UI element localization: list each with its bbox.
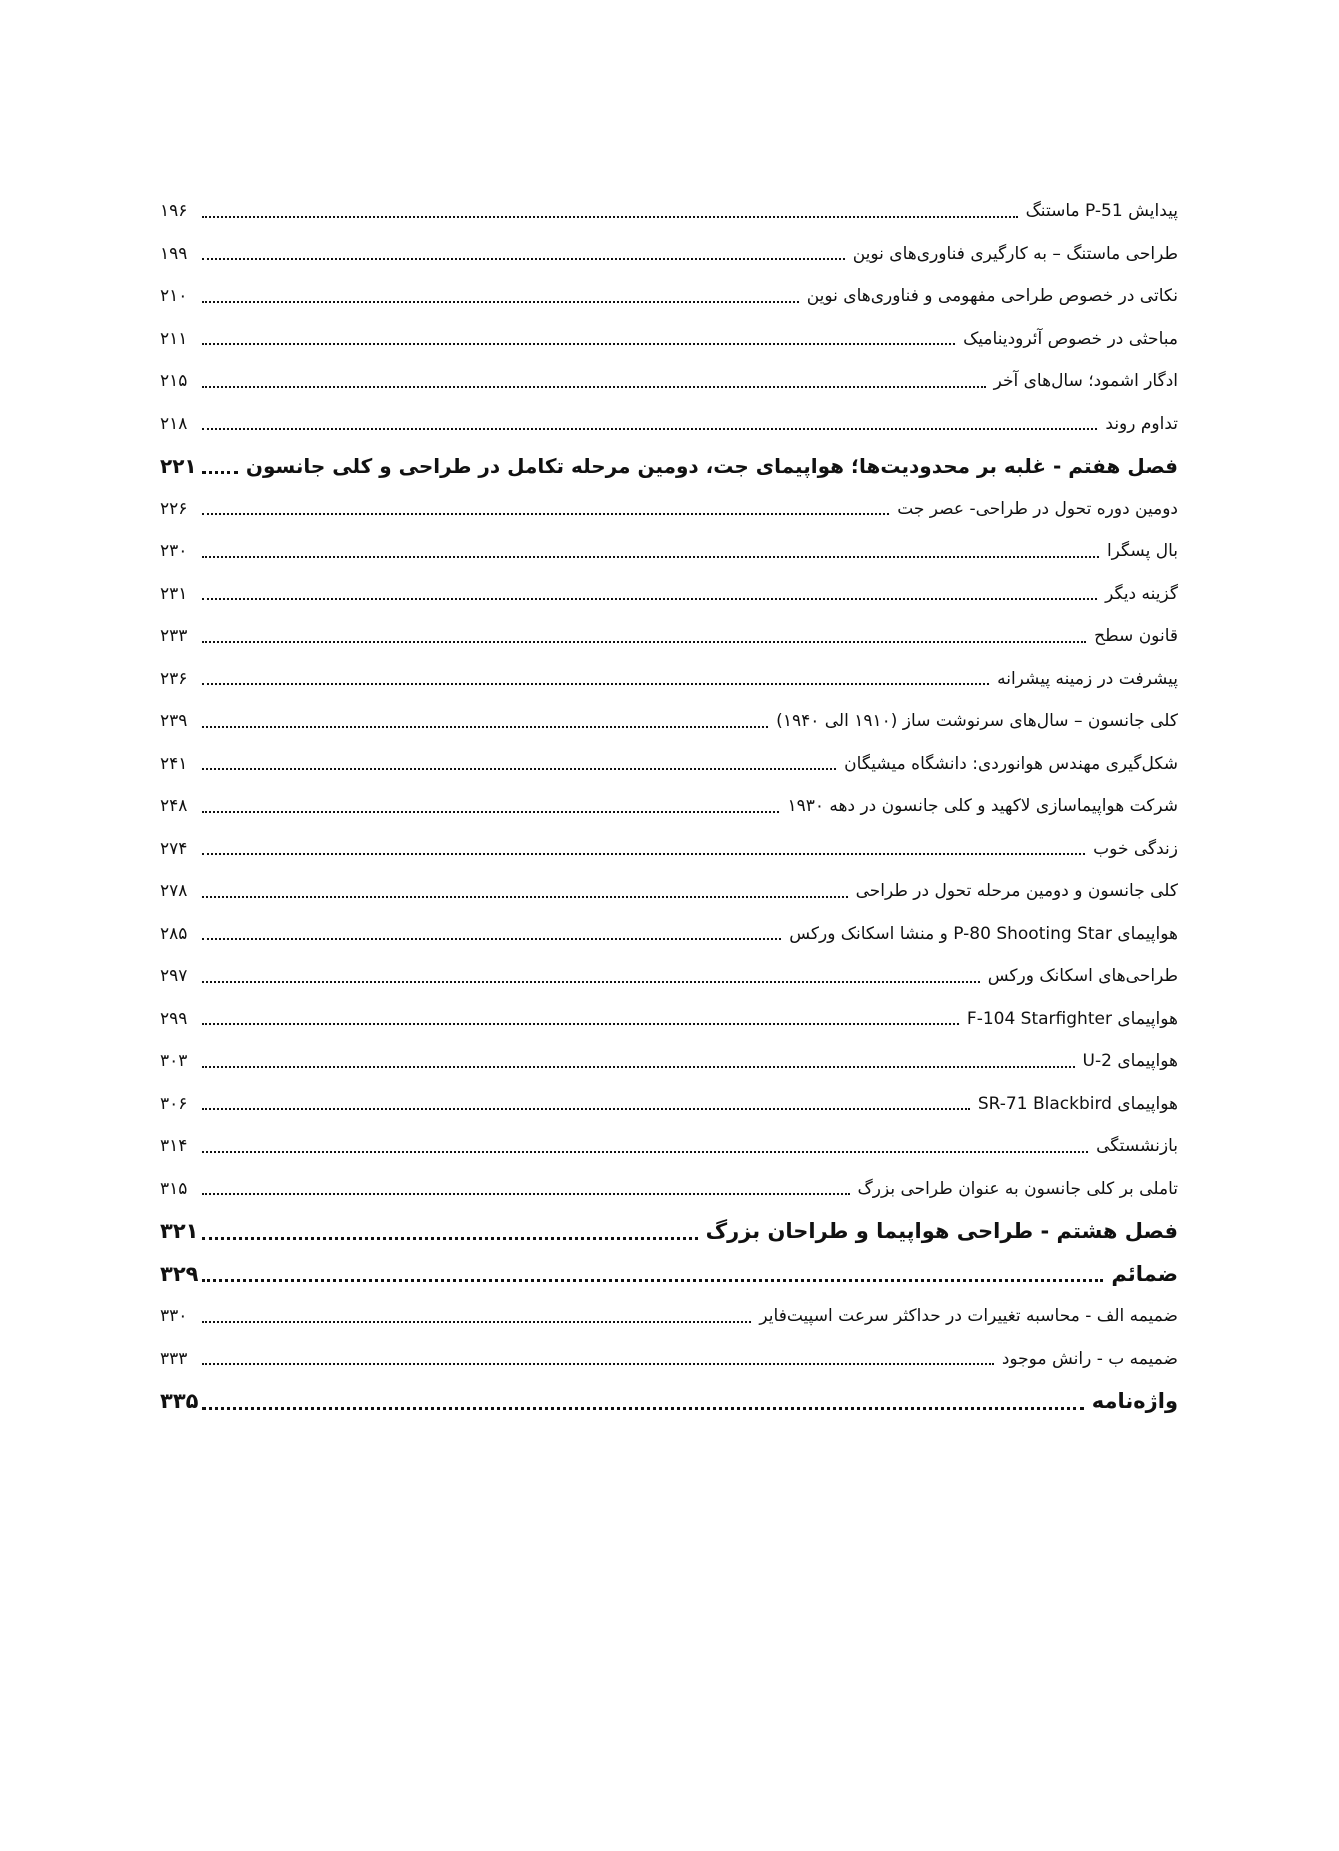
toc-page-number: ۳۲۱	[160, 1219, 199, 1243]
toc-page-number: ۱۹۶	[160, 201, 188, 221]
toc-entry-title: بازنشستگی	[1096, 1136, 1178, 1156]
dot-leader	[202, 925, 781, 942]
table-of-contents	[160, 190, 1178, 1423]
toc-entry[interactable]	[160, 488, 1178, 531]
toc-entry-title: هواپیمای SR-71 Blackbird	[977, 1093, 1178, 1114]
dot-leader	[202, 798, 779, 815]
toc-entry[interactable]	[160, 190, 1178, 233]
toc-entry[interactable]	[160, 1125, 1178, 1168]
toc-entry-title: طراحی ماستنگ – به کارگیری فناوری‌های نوین	[852, 243, 1178, 264]
toc-entry[interactable]	[160, 785, 1178, 828]
dot-leader	[202, 840, 1085, 857]
toc-page-number: ۲۳۱	[160, 583, 188, 604]
toc-page-number: ۲۱۰	[160, 286, 188, 306]
toc-page-number: ۲۴۸	[160, 796, 188, 816]
toc-page-number: ۲۲۶	[160, 498, 188, 519]
toc-page-number: ۱۹۹	[160, 243, 188, 264]
toc-entry-title: تاملی بر کلی جانسون به عنوان طراحی بزرگ	[857, 1178, 1178, 1199]
toc-entry[interactable]	[160, 1338, 1178, 1381]
toc-page-number: ۲۳۶	[160, 668, 188, 689]
toc-chapter-entry[interactable]	[160, 1380, 1178, 1423]
toc-entry-title: ضمیمه ب - رانش موجود	[1001, 1348, 1178, 1369]
dot-leader	[202, 670, 989, 687]
toc-entry[interactable]	[160, 1295, 1178, 1338]
toc-chapter-title: فصل هفتم - غلبه بر محدودیت‌ها؛ هواپیمای جت، دومین مرحله تکامل در طراحی و کلی جانسون	[245, 454, 1178, 478]
dot-leader	[202, 330, 955, 347]
dot-leader	[202, 1308, 751, 1325]
toc-page-number: ۲۱۵	[160, 371, 188, 391]
toc-entry-title: زندگی خوب	[1093, 838, 1178, 859]
toc-page-number: ۲۳۰	[160, 541, 188, 561]
toc-entry-title: دومین دوره تحول در طراحی- عصر جت	[897, 498, 1178, 519]
toc-page-number: ۳۲۹	[160, 1261, 199, 1286]
toc-entry-title: مباحثی در خصوص آئرودینامیک	[963, 328, 1178, 349]
toc-page-number: ۲۳۹	[160, 711, 188, 731]
toc-page-number: ۲۷۴	[160, 838, 188, 859]
toc-entry[interactable]	[160, 615, 1178, 658]
toc-entry[interactable]	[160, 955, 1178, 998]
dot-leader	[202, 755, 836, 772]
toc-page-number: ۳۰۳	[160, 1051, 188, 1071]
dot-leader	[202, 1138, 1088, 1155]
toc-entry[interactable]	[160, 233, 1178, 276]
toc-chapter-entry[interactable]	[160, 1253, 1178, 1296]
toc-chapter-title: فصل هشتم - طراحی هواپیما و طراحان بزرگ	[705, 1219, 1178, 1243]
toc-page-number: ۲۹۹	[160, 1008, 188, 1029]
dot-leader	[202, 543, 1099, 560]
toc-page-number: ۲۴۱	[160, 753, 188, 774]
dot-leader	[202, 1221, 697, 1242]
toc-entry-title: پیدایش P-51 ماستنگ	[1025, 201, 1178, 221]
toc-entry[interactable]	[160, 913, 1178, 956]
dot-leader	[202, 373, 986, 390]
toc-page-number: ۲۱۸	[160, 413, 188, 434]
toc-entry[interactable]	[160, 700, 1178, 743]
toc-entry[interactable]	[160, 530, 1178, 573]
toc-entry-title: نکاتی در خصوص طراحی مفهومی و فناوری‌های نوین	[806, 286, 1178, 306]
toc-page-number: ۳۱۴	[160, 1136, 188, 1156]
toc-page-number: ۳۳۵	[160, 1389, 199, 1413]
dot-leader	[202, 1053, 1075, 1070]
toc-entry[interactable]	[160, 318, 1178, 361]
dot-leader	[202, 1350, 994, 1367]
toc-entry-title: شرکت هواپیماسازی لاکهید و کلی جانسون در دهه ۱۹۳۰	[787, 796, 1178, 816]
toc-page-number: ۲۸۵	[160, 923, 188, 944]
toc-entry[interactable]	[160, 1168, 1178, 1211]
toc-entry-title: پیشرفت در زمینه پیشرانه	[997, 668, 1178, 689]
toc-entry[interactable]	[160, 1083, 1178, 1126]
toc-entry-title: کلی جانسون و دومین مرحله تحول در طراحی	[855, 881, 1178, 901]
dot-leader	[202, 628, 1086, 645]
dot-leader	[202, 713, 768, 730]
dot-leader	[202, 1010, 959, 1027]
dot-leader	[202, 968, 980, 985]
toc-entry-title: طراحی‌های اسکانک ورکس	[987, 966, 1178, 986]
dot-leader	[202, 883, 848, 900]
toc-chapter-title: ضمائم	[1111, 1261, 1178, 1286]
toc-page-number: ۳۱۵	[160, 1178, 188, 1199]
toc-page-number: ۲۳۳	[160, 626, 188, 646]
toc-chapter-title: واژه‌نامه	[1091, 1389, 1178, 1413]
toc-page-number: ۲۹۷	[160, 966, 188, 986]
toc-entry[interactable]	[160, 870, 1178, 913]
toc-page-number: ۲۷۸	[160, 881, 188, 901]
toc-entry[interactable]	[160, 743, 1178, 786]
toc-entry-title: قانون سطح	[1094, 626, 1178, 646]
dot-leader	[202, 415, 1097, 432]
toc-entry-title: ادگار اشمود؛ سال‌های آخر	[993, 371, 1178, 391]
dot-leader	[202, 245, 845, 262]
toc-entry[interactable]	[160, 573, 1178, 616]
dot-leader	[202, 500, 889, 517]
dot-leader	[202, 288, 799, 305]
toc-entry-title: هواپیمای P-80 Shooting Star و منشا اسکانک ورکس	[789, 923, 1178, 944]
toc-page-number: ۳۳۰	[160, 1306, 188, 1326]
toc-entry[interactable]	[160, 403, 1178, 446]
toc-entry-title: هواپیمای U-2	[1082, 1051, 1178, 1071]
dot-leader	[202, 1095, 970, 1112]
toc-page-number: ۳۳۳	[160, 1348, 188, 1369]
toc-entry-title: ضمیمه الف - محاسبه تغییرات در حداکثر سرعت اسپیت‌فایر	[759, 1306, 1178, 1326]
dot-leader	[202, 203, 1018, 220]
toc-entry-title: تداوم روند	[1105, 413, 1178, 434]
toc-entry[interactable]	[160, 658, 1178, 701]
toc-entry-title: گزینه دیگر	[1105, 583, 1178, 604]
toc-entry-title: شکل‌گیری مهندس هوانوردی: دانشگاه میشیگان	[844, 753, 1178, 774]
toc-entry-title: کلی جانسون – سال‌های سرنوشت ساز (۱۹۱۰ الی ۱۹۴۰)	[776, 711, 1178, 731]
toc-page-number: ۳۰۶	[160, 1093, 188, 1114]
toc-entry[interactable]	[160, 828, 1178, 871]
toc-page-number: ۲۲۱	[160, 454, 197, 478]
toc-entry[interactable]	[160, 1040, 1178, 1083]
dot-leader	[202, 1180, 850, 1197]
toc-chapter-entry[interactable]	[160, 445, 1178, 488]
dot-leader	[202, 1263, 1103, 1284]
toc-entry[interactable]	[160, 275, 1178, 318]
toc-entry[interactable]	[160, 998, 1178, 1041]
dot-leader	[202, 585, 1097, 602]
toc-entry[interactable]	[160, 360, 1178, 403]
dot-leader	[202, 456, 238, 476]
toc-chapter-entry[interactable]	[160, 1210, 1178, 1253]
toc-page-number: ۲۱۱	[160, 328, 188, 349]
toc-entry-title: هواپیمای F-104 Starfighter	[966, 1008, 1178, 1029]
toc-entry-title: بال پسگرا	[1106, 541, 1178, 561]
dot-leader	[202, 1391, 1083, 1412]
